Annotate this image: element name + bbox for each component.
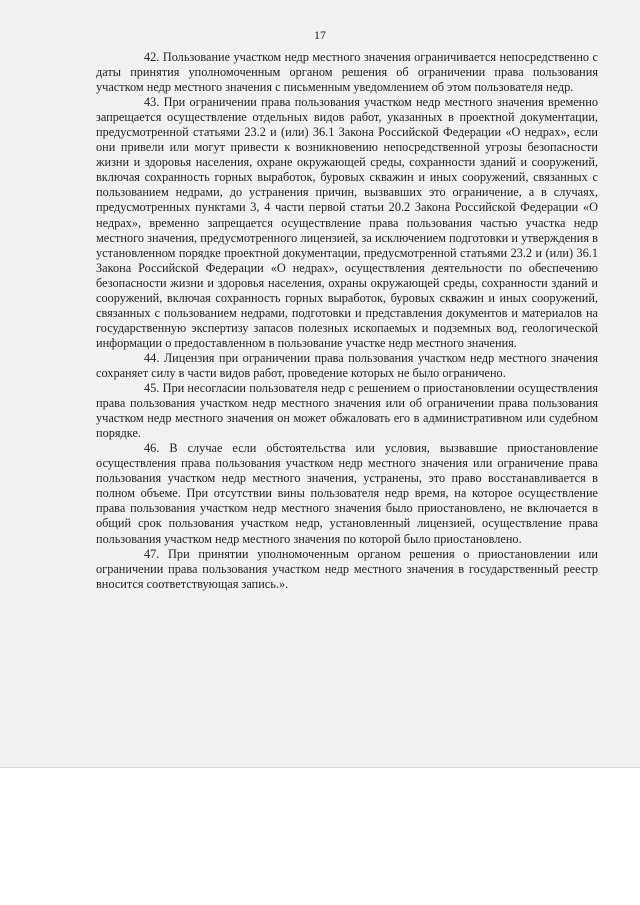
- paragraph-45: 45. При несогласии пользователя недр с решением о приостановлении осуществления права пользования участком недр местного значения или об ограничении права пользования участком недр местного значения он может обжаловать его в административном или судебном порядке.: [96, 381, 598, 441]
- page-number: 17: [314, 28, 326, 42]
- paragraph-42: 42. Пользование участком недр местного значения ограничивается непосредственно с даты принятия уполномоченным органом решения об ограничении права пользования участком недр местного значения с письменным уведомлением об этом пользователя недр.: [96, 50, 598, 95]
- paragraph-44: 44. Лицензия при ограничении права пользования участком недр местного значения сохраняет силу в части видов работ, проведение которых не было ограничено.: [96, 350, 598, 380]
- paragraph-43: 43. При ограничении права пользования участком недр местного значения временно запрещается осуществление отдельных видов работ, указанных в проектной документации, предусмотренной статьями 23.2 и (или) 36.1 Закона Российской Федерации «О недрах», если они привели или могут привести к возникновению непосредственной угрозы безопасности жизни и здоровья населения, охране окружающей среды, сохранности зданий и сооружений, включая сохранность горных выработок, буровых скважин и иных сооружений, связанных с пользованием недрами, до устранения причин, вызвавших это ограничение, а в случаях, предусмотренных пунктами 3, 4 части первой статьи 20.2 Закона Российской Федерации «О недрах», временно запрещается осуществление права пользования частью участка недр местного значения, предусмотренного лицензией, за исключением подготовки и утверждения в установленном порядке проектной документации, предусмотренной статьями 23.2 и (или) 36.1 Закона Российской Федерации «О недрах», осуществления деятельности по обеспечению безопасности жизни и здоровья населения, охраны окружающей среды, сохранности зданий и сооружений, включая сохранность горных выработок, буровых скважин и иных сооружений, связанных с пользованием недрами, подготовки и представления документов и материалов на государственную экспертизу запасов полезных ископаемых и подземных вод, геологической информации о предоставленном в пользование участке недр местного значения.: [96, 95, 598, 350]
- paragraph-46: 46. В случае если обстоятельства или условия, вызвавшие приостановление осуществления права пользования участком недр местного значения или ограничение права пользования участком недр местного значения, устранены, это право восстанавливается в полном объеме. При отсутствии вины пользователя недр время, на которое осуществление права пользования участком недр местного значения было приостановлено, не включается в общий срок пользования участком недр, установленный лицензией, осуществление права пользования участком недр местного значения по которой было приостановлено.: [96, 441, 598, 546]
- document-body: [96, 50, 598, 592]
- paragraph-47: 47. При принятии уполномоченным органом решения о приостановлении или ограничении права пользования участком недр местного значения в государственный реестр вносится соответствующая запись.».: [96, 546, 598, 591]
